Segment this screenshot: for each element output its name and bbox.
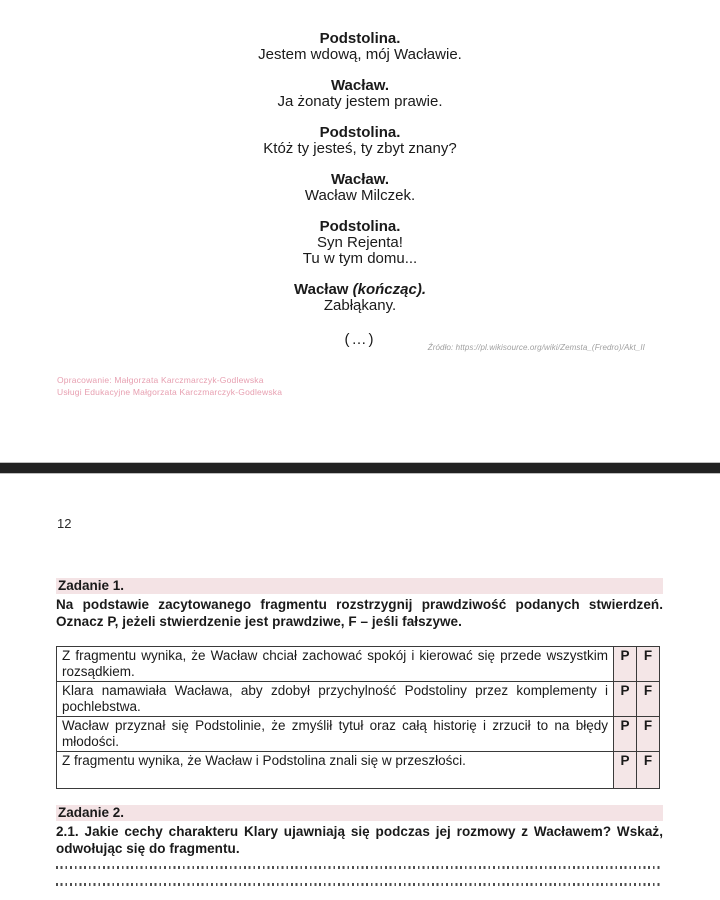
author-credits (57, 375, 282, 398)
dialogue-block (0, 172, 720, 204)
table-row (57, 647, 660, 682)
statement-cell: Klara namawiała Wacława, aby zdobył przychylność Podstoliny przez komplementy i pochlebstwa. (57, 682, 614, 717)
stage-direction: (kończąc). (352, 281, 426, 298)
speaker-name: Wacław (kończąc). (294, 281, 426, 298)
speech-line: Tu w tym domu... (302, 250, 418, 267)
source-citation: Źródło: https://pl.wikisource.org/wiki/Zemsta_(Fredro)/Akt_II (427, 343, 645, 352)
speech-line: Wacław Milczek. (304, 187, 416, 204)
task-1-title: Zadanie 1. (56, 578, 663, 594)
task-2-question: 2.1. Jakie cechy charakteru Klary ujawniają się podczas jej rozmowy z Wacławem? Wskaż, odwołując się do fragmentu. (56, 824, 663, 856)
credit-line: Opracowanie: Małgorzata Karczmarczyk-Godlewska (57, 375, 264, 385)
answer-cell-p[interactable]: P (614, 682, 637, 717)
answer-line[interactable] (56, 883, 660, 886)
page-number: 12 (57, 516, 72, 531)
dialogue-block (0, 78, 720, 110)
table-row (57, 682, 660, 717)
answer-cell-f[interactable]: F (637, 682, 660, 717)
speech-line: Zabłąkany. (323, 297, 397, 314)
answer-cell-p[interactable]: P (614, 752, 637, 789)
answer-cell-p[interactable]: P (614, 647, 637, 682)
statement-cell: Wacław przyznał się Podstolinie, że zmyślił tytuł oraz całą historię i zrzucił to na błędy młodości. (57, 717, 614, 752)
true-false-table (56, 646, 660, 789)
dialogue-block (0, 282, 720, 314)
speech-line: Któż ty jesteś, ty zbyt znany? (263, 140, 457, 157)
statement-cell: Z fragmentu wynika, że Wacław i Podstolina znali się w przeszłości. (57, 752, 614, 789)
task-1-instruction: Na podstawie zacytowanego fragmentu rozstrzygnij prawdziwość podanych stwierdzeń. Oznacz P, jeżeli stwierdzenie jest prawdziwe, F – jeśli fałszywe. (56, 597, 663, 629)
speech-line: Ja żonaty jestem prawie. (277, 93, 443, 110)
answer-cell-f[interactable]: F (637, 717, 660, 752)
answer-cell-f[interactable]: F (637, 647, 660, 682)
statement-cell: Z fragmentu wynika, że Wacław chciał zachować spokój i kierować się przede wszystkim rozsądkiem. (57, 647, 614, 682)
speech-line: Jestem wdową, mój Wacławie. (258, 46, 462, 63)
dialogue-block (0, 219, 720, 267)
credit-line: Usługi Edukacyjne Małgorzata Karczmarczyk-Godlewska (57, 386, 283, 397)
answer-cell-f[interactable]: F (637, 752, 660, 789)
speaker-name: Podstolina. (319, 30, 401, 47)
speaker-name: Podstolina. (319, 124, 401, 141)
page-break-bar (0, 462, 720, 474)
speaker-name: Wacław. (330, 171, 390, 188)
table-row (57, 752, 660, 789)
speaker-name: Wacław. (330, 77, 390, 94)
speaker-name: Podstolina. (319, 218, 401, 235)
dialogue-excerpt (0, 31, 720, 348)
dialogue-block (0, 31, 720, 63)
speech-line: Syn Rejenta! (317, 234, 403, 251)
task-1-section (56, 578, 663, 789)
answer-line[interactable] (56, 866, 660, 869)
omission-mark: (…) (344, 331, 376, 348)
task-2-title: Zadanie 2. (56, 805, 663, 821)
answer-cell-p[interactable]: P (614, 717, 637, 752)
table-row (57, 717, 660, 752)
task-2-section (56, 805, 663, 857)
dialogue-block (0, 125, 720, 157)
